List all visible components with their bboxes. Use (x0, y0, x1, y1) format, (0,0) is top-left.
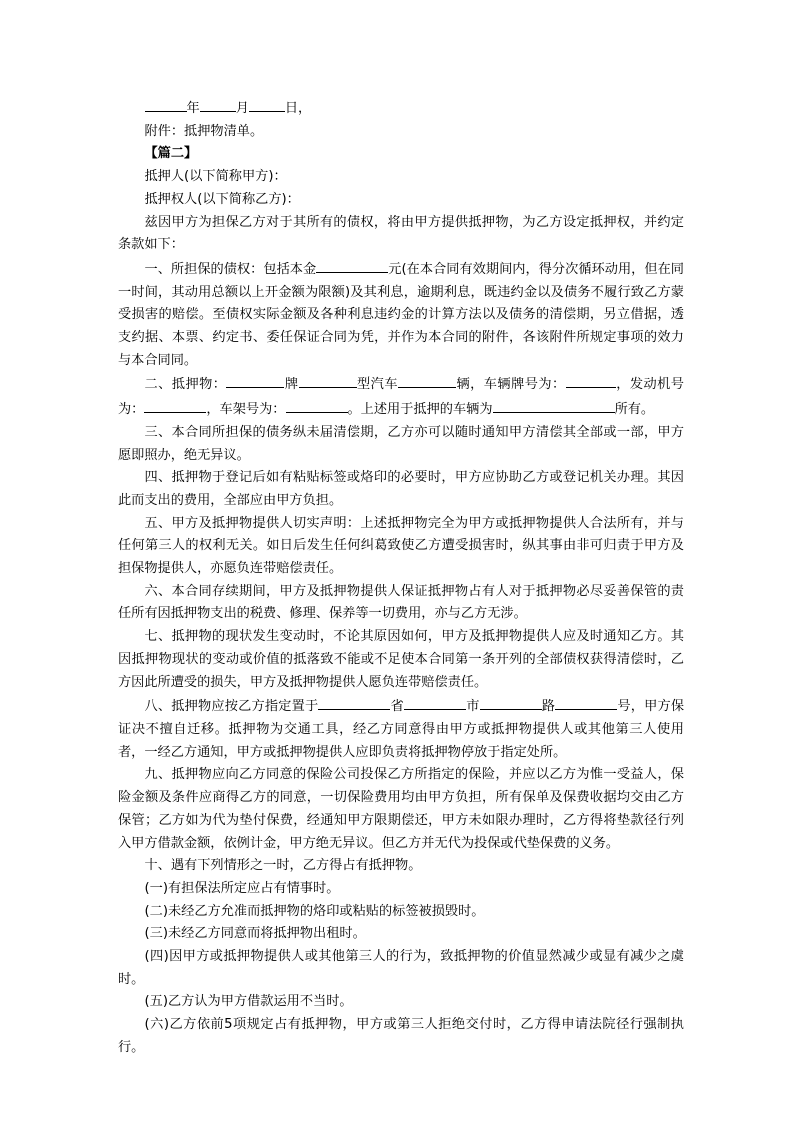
clause-8: 八、抵押物应按乙方指定置于 省 市 路 号，甲方保证决不擅自迁移。抵押物为交通工具，经乙方同意得由甲方或抵押物提供人或其他第三人使用者，一经乙方通知，甲方或抵押物提供人应即负责将抵押物停放于指定处所。 (118, 694, 684, 764)
clause-2: 二、抵押物： 牌 型汽车 辆，车辆牌号为： ，发动机号为： ，车架号为： 。上述用于抵押的车辆为 所有。 (118, 372, 684, 421)
clause-6: 六、本合同存续期间，甲方及抵押物提供人保证抵押物占有人对于抵押物必尽妥善保管的责任所有因抵押物支出的税费、修理、保养等一切费用，亦与乙方无涉。 (118, 583, 684, 622)
blank-model (299, 372, 357, 388)
blank-frame (286, 397, 348, 413)
list-item: (四)因甲方或抵押物提供人或其他第三人的行为，致抵押物的价值显然减少或显有减少之虞时。 (118, 949, 684, 987)
blank-engine (144, 397, 206, 413)
date-line: 年 月 日， (118, 96, 684, 121)
blank-plate (566, 372, 616, 388)
blank-count (398, 372, 456, 388)
blank-owner (493, 397, 615, 413)
blank-month (200, 96, 236, 112)
list-item: (六)乙方依前5项规定占有抵押物，甲方或第三人拒绝交付时，乙方得申请法院径行强制执行。 (118, 1017, 684, 1055)
clause-4: 四、抵押物于登记后如有粘贴标签或烙印的必要时，甲方应协助乙方或登记机关办理。其因此而支出的费用，全部应由甲方负担。 (118, 470, 684, 508)
blank-province (318, 694, 390, 710)
section-title: 【篇二】 (144, 146, 198, 162)
list-item: (二)未经乙方允准而抵押物的烙印或粘贴的标签被损毁时。 (144, 903, 485, 919)
list-item: (三)未经乙方同意而将抵押物出租时。 (144, 926, 366, 942)
clause-7: 七、抵押物的现状发生变动时，不论其原因如何，甲方及抵押物提供人应及时通知乙方。其因抵押物现状的变动或价值的抵落致不能或不足使本合同第一条开列的全部债权获得清偿时，乙方因此所遭受的损失，甲方及抵押物提供人愿负连带赔偿责任。 (118, 629, 684, 690)
blank-year (145, 96, 187, 112)
contract-body (118, 96, 684, 1060)
clause-1: 一、所担保的债权：包括本金 元(在本合同有效期间内，得分次循环动用，但在同一时间，其动用总额以上开金额为限额)及其利息，逾期利息，既违约金以及债务不履行致乙方蒙受损害的赔偿。至债权实际金额及各种利息违约金的计算方法以及债务的清偿期，另立借据，透支约据、本票、约定书、委任保证合同为凭，并作为本合同的附件，各该附件所规定事项的效力与本合同同。 (118, 257, 684, 373)
blank-brand (226, 372, 284, 388)
clause-3: 三、本合同所担保的债务纵未届清偿期，乙方亦可以随时通知甲方清偿其全部或一部，甲方愿即照办，绝无异议。 (118, 424, 684, 463)
attachment-line: 附件：抵押物清单。 (144, 123, 264, 139)
clause-10: 十、遇有下列情形之一时，乙方得占有抵押物。 (144, 858, 422, 874)
blank-road (480, 694, 542, 710)
mortgagee-line: 抵押权人(以下简称乙方)： (144, 191, 300, 207)
list-item: (五)乙方认为甲方借款运用不当时。 (144, 994, 353, 1010)
preamble: 兹因甲方为担保乙方对于其所有的债权，将由甲方提供抵押物，为乙方设定抵押权，并约定条款如下： (118, 214, 684, 253)
list-item: (一)有担保法所定应占有情事时。 (144, 880, 340, 896)
blank-city (404, 694, 466, 710)
mortgagor-line: 抵押人(以下简称甲方)： (144, 169, 287, 185)
clause-5: 五、甲方及抵押物提供人切实声明：上述抵押物完全为甲方或抵押物提供人合法所有，并与任何第三人的权利无关。如日后发生任何纠葛致使乙方遭受损害时，纵其事由非可归责于甲方及担保物提供人，亦愿负连带赔偿责任。 (118, 515, 684, 577)
blank-principal (316, 257, 388, 273)
blank-day (249, 96, 285, 112)
blank-number (555, 694, 617, 710)
clause-9: 九、抵押物应向乙方同意的保险公司投保乙方所指定的保险，并应以乙方为惟一受益人，保险金额及条件应商得乙方的同意，一切保险费用均由甲方负担，所有保单及保费收据均交由乙方保管；乙方如为代为垫付保费，经通知甲方限期偿还，甲方未如限办理时，乙方得将垫款径行列入甲方借款金额，依例计金，甲方绝无异议。但乙方并无代为投保或代垫保费的义务。 (118, 767, 684, 851)
